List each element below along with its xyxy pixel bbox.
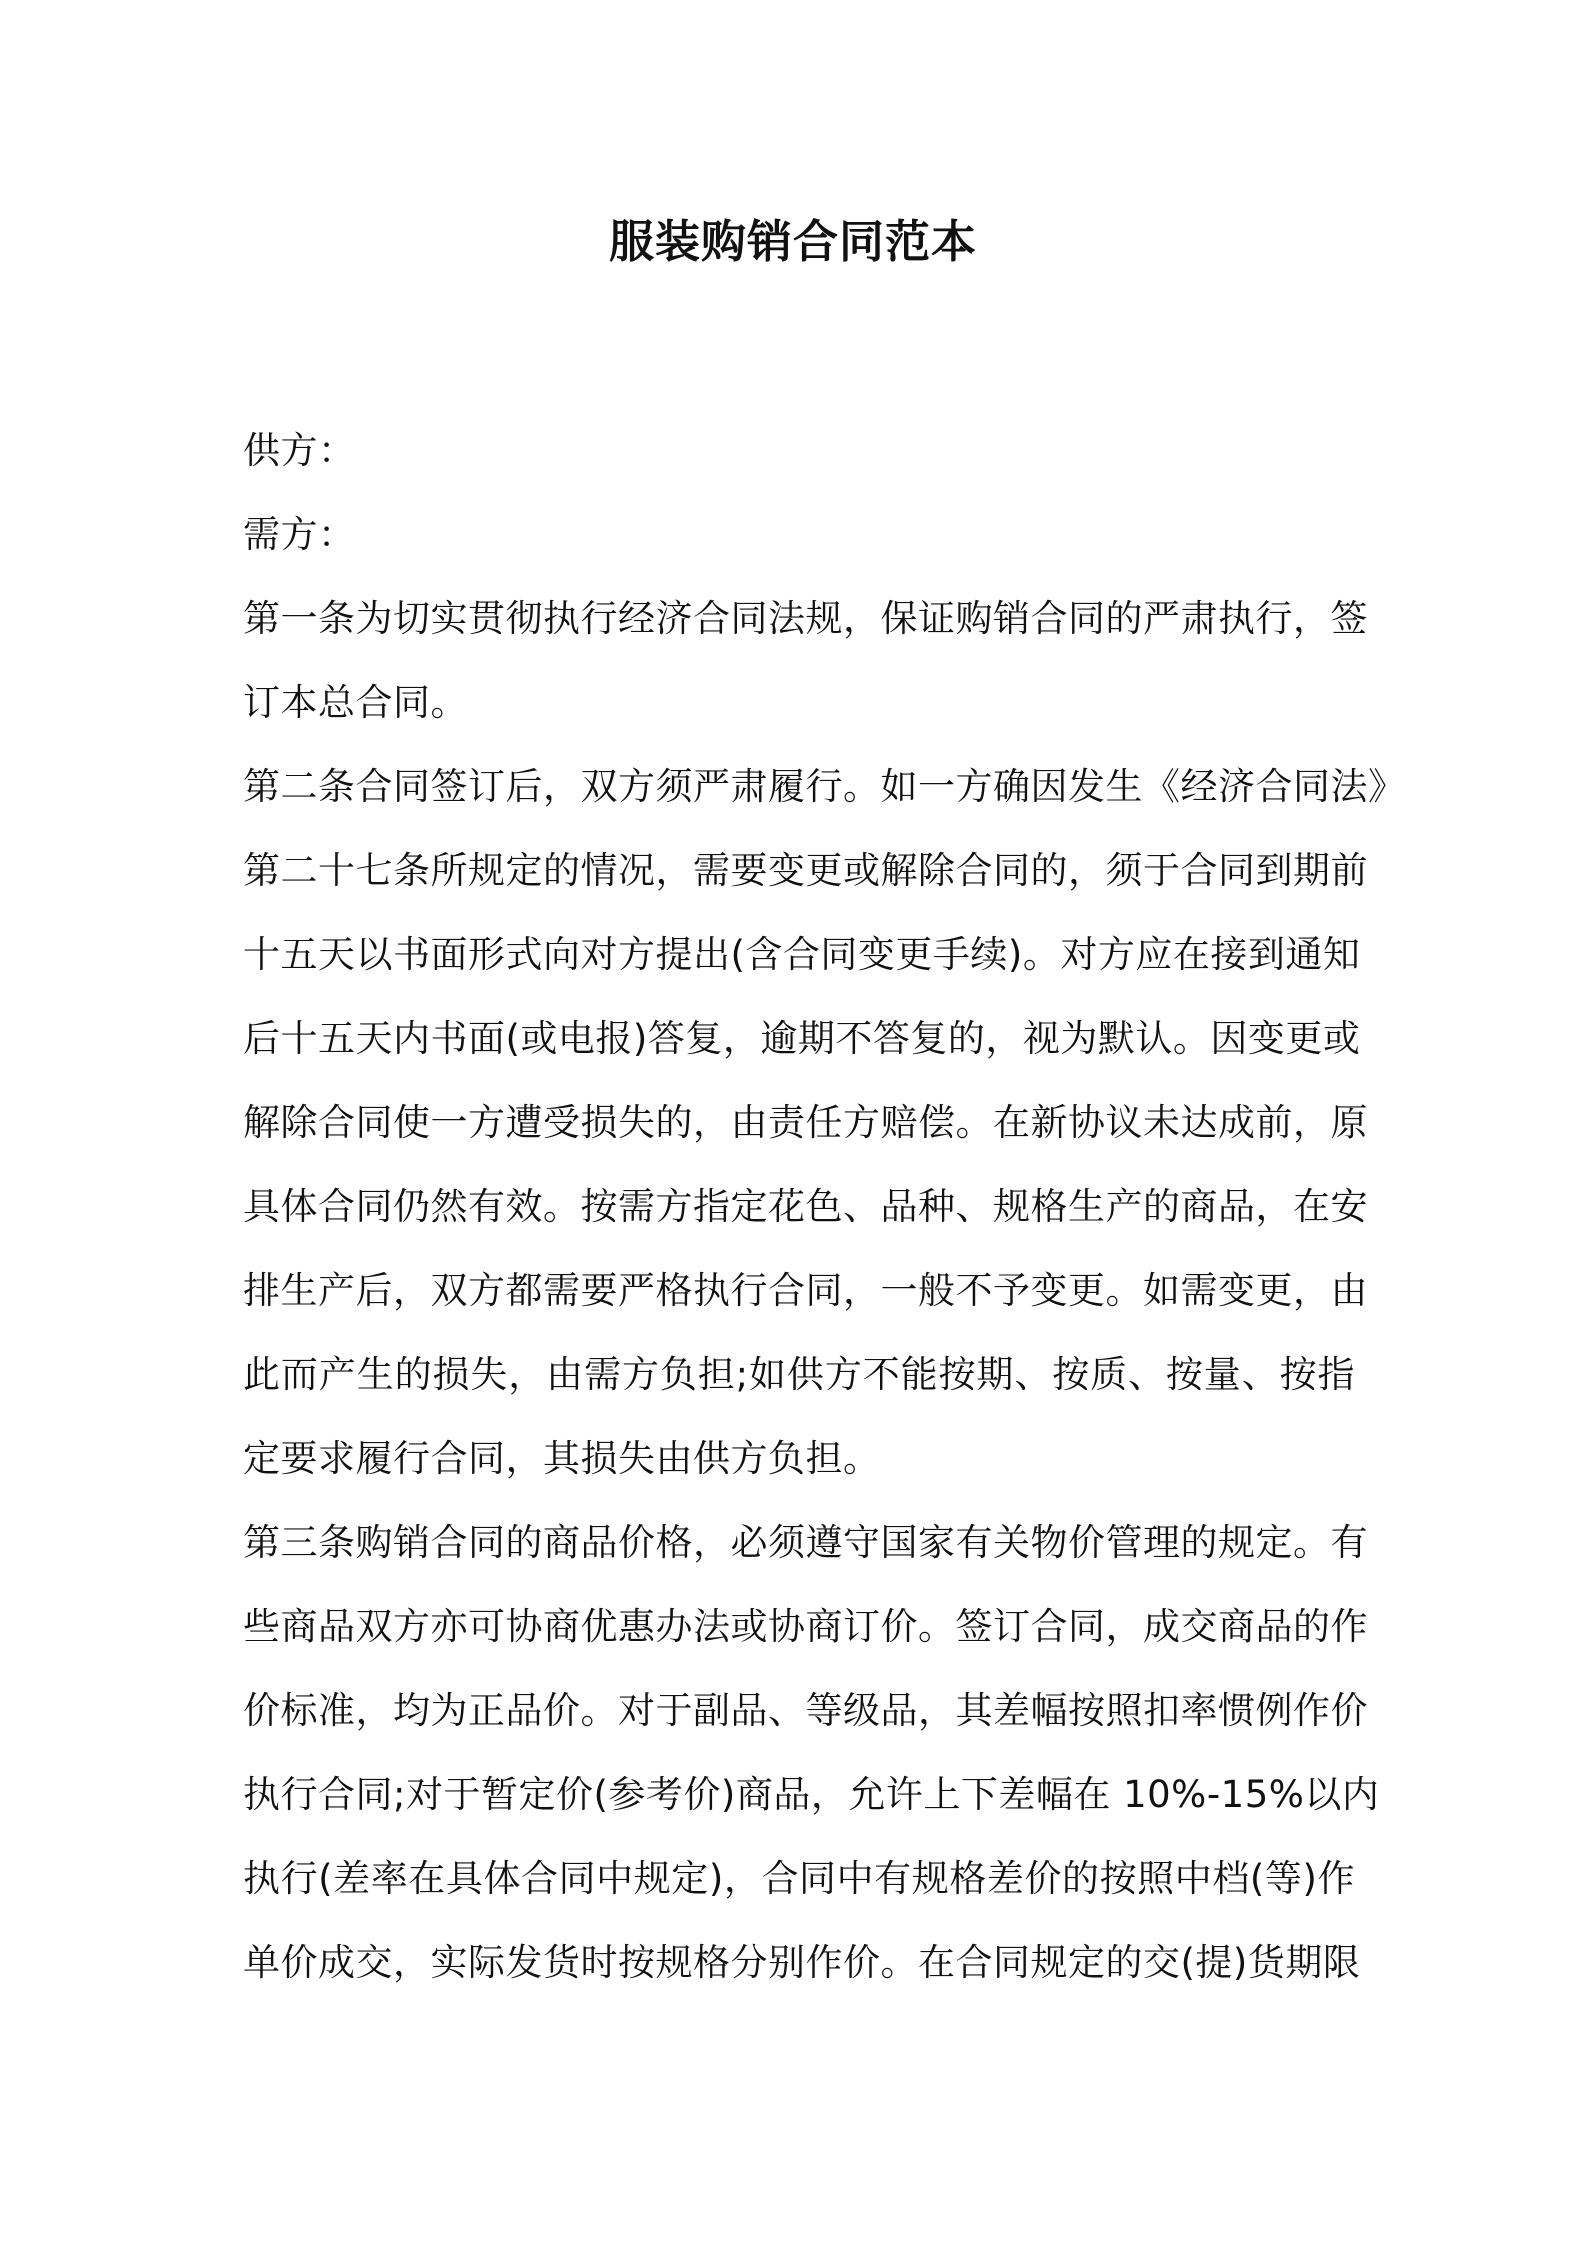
clause-2-line-8: 此而产生的损失，由需方负担;如供方不能按期、按质、按量、按指: [243, 1353, 1355, 1396]
clause-2-line-9: 定要求履行合同，其损失由供方负担。: [243, 1437, 881, 1480]
supplier-line: [243, 409, 1355, 493]
clause-3-line-5: 执行(差率在具体合同中规定)，合同中有规格差价的按照中档(等)作: [243, 1857, 1355, 1900]
buyer-line: [243, 493, 1355, 577]
clause-1-line-1: 第一条为切实贯彻执行经济合同法规，保证购销合同的严肃执行，签: [243, 597, 1368, 640]
clause-2-line-2: 第二十七条所规定的情况，需要变更或解除合同的，须于合同到期前: [243, 849, 1368, 892]
clause-2-line-6: 具体合同仍然有效。按需方指定花色、品种、规格生产的商品，在安: [243, 1185, 1368, 1228]
document-body: [243, 409, 1406, 2005]
clause-2: [243, 745, 1406, 1501]
supplier-label: 供方：: [243, 429, 356, 472]
clause-3: [243, 1501, 1380, 2005]
clause-1-line-2: 订本总合同。: [243, 681, 468, 724]
clause-2-line-1: 第二条合同签订后，双方须严肃履行。如一方确因发生《经济合同法》: [243, 765, 1406, 808]
document-title: 服装购销合同范本: [608, 215, 977, 268]
clause-2-line-3: 十五天以书面形式向对方提出(含合同变更手续)。对方应在接到通知: [243, 933, 1361, 976]
clause-2-line-7: 排生产后，双方都需要严格执行合同，一般不予变更。如需变更，由: [243, 1269, 1368, 1312]
buyer-label: 需方：: [243, 513, 356, 556]
clause-3-line-6: 单价成交，实际发货时按规格分别作价。在合同规定的交(提)货期限: [243, 1941, 1361, 1984]
clause-3-line-2: 些商品双方亦可协商优惠办法或协商订价。签订合同，成交商品的作: [243, 1605, 1368, 1648]
clause-1: [243, 577, 1368, 745]
clause-2-line-4: 后十五天内书面(或电报)答复，逾期不答复的，视为默认。因变更或: [243, 1017, 1361, 1060]
clause-2-line-5: 解除合同使一方遭受损失的，由责任方赔偿。在新协议未达成前，原: [243, 1101, 1368, 1144]
clause-3-line-1: 第三条购销合同的商品价格，必须遵守国家有关物价管理的规定。有: [243, 1521, 1368, 1564]
clause-3-line-3: 价标准，均为正品价。对于副品、等级品，其差幅按照扣率惯例作价: [243, 1689, 1368, 1732]
clause-3-line-4: 执行合同;对于暂定价(参考价)商品，允许上下差幅在 10%-15%以内: [243, 1773, 1380, 1816]
